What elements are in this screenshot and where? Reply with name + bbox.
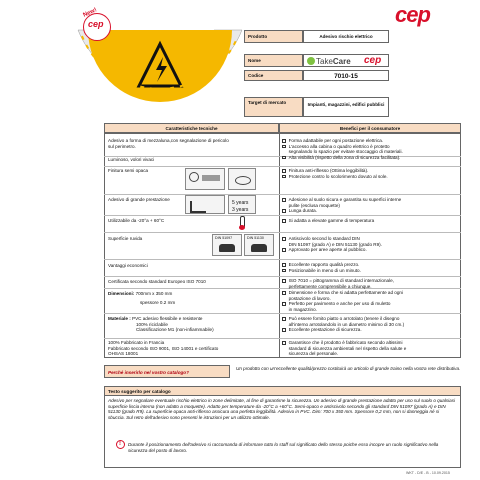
- row-7-right: ISO 7010 = pittogramma di standard internazionale, perfettamente comprensibile a chiunque.: [282, 278, 460, 289]
- new-badge-text: New!: [82, 7, 98, 19]
- row-9-left: Materiale : PVC adesivo flessibile e resistente 100% riciclabile Classificazione M1 (non-infiammabile): [108, 316, 214, 333]
- eye-icon: [228, 168, 256, 190]
- prodotto-label-cell: Prodotto: [244, 30, 303, 43]
- din-51097-icon: DIN 51097: [212, 234, 242, 256]
- row-3-left: Adesivo di grande prestazione: [108, 197, 170, 202]
- right-column-header: Benefici per il consumatore: [279, 123, 461, 133]
- target-label-cell: Target di mercato: [244, 97, 303, 117]
- codice-label-cell: Codice: [244, 70, 303, 81]
- adhesion-icon: [185, 195, 225, 214]
- row-10-right: Garantisce che il prodotto è fabbricato secondo altissimi standard di sicurezza ambientali nel rispetto della salute e sicurezza del personale.: [282, 340, 460, 357]
- shoe-icon: [219, 244, 235, 252]
- row-1-left: Luminoso, volori vivaci: [108, 157, 155, 162]
- row-4-right: Si adatta a elevate gamme di temperatura: [282, 218, 460, 224]
- row-5-left: Superficie ruvida: [108, 236, 143, 241]
- row-0-right: Forma adattabile per ogni postazione elettrica. L'accesso alla cabina o quadro elettrico è protetto segnalando lo spazio per evitare stoccaggio di materiali. Alta visibilità (rispetto della zona di sicurezza facilitata).: [282, 138, 460, 160]
- row-5-right: Antiscivolo second lo standard DIN DIN 51097 (grado A) e DIN 51130 (grado R9). Approvato per aree aperte al pubblico.: [282, 236, 460, 253]
- prodotto-value-cell: Adesivo rischio elettrico: [303, 30, 389, 43]
- sun-icon: [189, 172, 199, 182]
- cep-logo: cep: [395, 2, 430, 27]
- floor-icon: [202, 175, 220, 181]
- row-9-right: Può essere fornito piatto o arrotolato (tenere il disegno all'interno arrotolandolo in un diametro minimo di 30 cm.) Eccellente prestazione di sicurezza.: [282, 316, 460, 333]
- row-4-left: Utilizzabile da -20°a + 60°C: [108, 218, 165, 223]
- catalog-note: Durante il posizionamento dell'adesivo si raccomanda di informare tutto lo staff sul significato dello stesso poiche esso incopre un ruolo significativo nella sicurezza del posto di lavoro.: [128, 442, 439, 453]
- cep-small-logo: cep: [88, 19, 104, 29]
- row-0-left: Adesivo a forma di mezzaluna,con segnalazione di pericolo sul perimetro.: [108, 138, 229, 149]
- shoe-icon: [251, 244, 267, 252]
- durability-icon: 5 years 3 years: [228, 195, 256, 214]
- row-3-right: Adesione al suolo sicura e garantita su superfici interne pulite (esclusa moquette) Lunga durata.: [282, 197, 460, 214]
- nome-value-cell: TakeCare cep: [303, 54, 389, 67]
- target-value-cell: Impianti, magazzini, edifici pubblici: [303, 97, 389, 117]
- thermometer-icon: [238, 216, 246, 230]
- row-6-right: Eccellente rapporto qualità prezzo. Posizionabile in meno di un minuto.: [282, 262, 460, 273]
- row-8-left: Dimensioni: 700mm x 350 mm spessore 0.2 mm: [108, 291, 176, 305]
- cep-name-logo: cep: [364, 55, 382, 66]
- row-2-left: Finitura semi opaca: [108, 168, 149, 173]
- row-6-left: Vantaggi economici: [108, 263, 148, 268]
- warning-icon: !: [116, 440, 125, 449]
- catalog-body: Adesivo per segnalare eventuale rischio elettrico in zone delimitate, al fine di garantirne la sicurezza. Un adesivo di grande prestazione adatto per uso sul suolo o qualsiasi superficie liscia interna (non adatto a moquette). Adatto per temperature da -20°C a +60°C. Semi-opaco e antiscivolo secondo gli standard DIN 51097 (grado A) e DIN 51130 (grado R9). La superficie opaca anti-riflesso assicura una perfetta leggibilità. Adesivo in PVC. Dim: 700 x 350 mm. Spessore 0,2 mm, non si danneggia né si sbuccia. Sul retro dell'adesivo sono presenti le istruzioni per un utilizzo ottimale.: [108, 398, 456, 420]
- nome-label-cell: Nome: [244, 54, 303, 67]
- codice-value-cell: 7010-15: [303, 70, 389, 81]
- row-8-right: Dimensione e forma che si adatta perfettamente ad ogni postazione di lavoro. Perfetto per pavimento e anche per uso di muletto in magazzino.: [282, 290, 460, 312]
- take-care-icon: [307, 57, 315, 65]
- din-51130-icon: DIN 51130: [244, 234, 274, 256]
- why-answer: Un prodotto con un'eccellente qualità/prezzo costituirà un articolo di grande traino nella vostra rete distributiva.: [236, 366, 461, 371]
- hazard-sticker-graphic: [0, 0, 250, 125]
- row-7-left: Certificata secondo standard Europeo ISO 7010: [108, 279, 206, 284]
- left-column-header: Caratteristiche tecniche: [104, 123, 279, 133]
- why-question-cell: Perché inserirlo nel vostro catalogo?: [104, 365, 230, 378]
- footer-code: WKT - D/E - B - 10.09.2015: [406, 471, 450, 475]
- catalog-title-cell: Testo suggerito per catalogo: [104, 386, 461, 396]
- row-2-right: Finitura anti-riflesso (Ottima leggibilità). Protezione contro lo scolorimento dovuto al sole.: [282, 168, 460, 179]
- sun-fade-icon: [185, 168, 225, 190]
- row-10-left: 100% Fabbricato in Francia Fabbricato secondo ISO 9001, ISO 14001 e certificato OHSAS 18001: [108, 340, 219, 357]
